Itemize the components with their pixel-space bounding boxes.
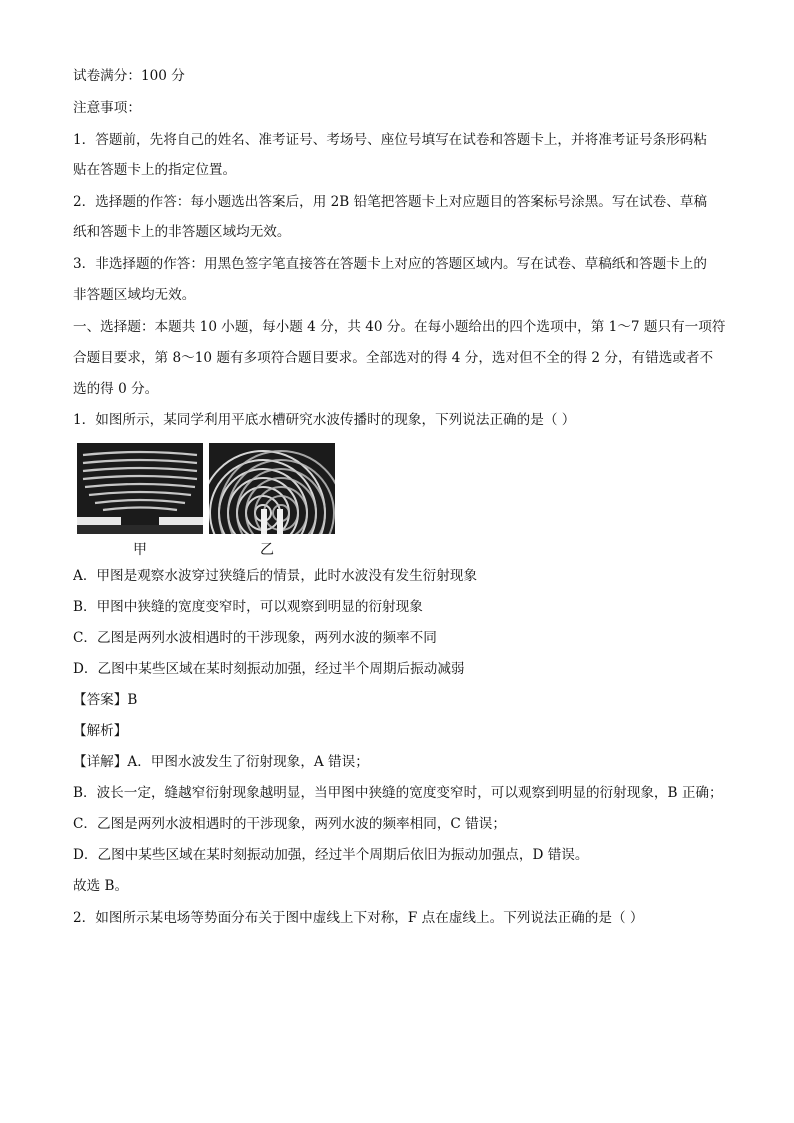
notice-line: 纸和答题卡上的非答题区域均无效。 [73,224,291,240]
question-1-figures [77,443,317,558]
detail-line: 【详解】A．甲图水波发生了衍射现象，A 错误； [73,754,369,770]
question-1-stem: 1．如图所示，某同学利用平底水槽研究水波传播时的现象，下列说法正确的是（ ） [73,412,576,428]
section-heading-line: 合题目要求，第 8～10 题有多项符合题目要求。全部选对的得 4 分，选对但不全的得 2 分，有错选或者不 [73,350,714,366]
notice-line: 贴在答题卡上的指定位置。 [73,162,237,178]
notice-title: 注意事项： [73,100,141,116]
notice-line: 2．选择题的作答：每小题选出答案后，用 2B 铅笔把答题卡上对应题目的答案标号涂黑。写在试卷、草稿 [73,194,708,210]
detail-line: C．乙图是两列水波相遇时的干涉现象，两列水波的频率相同，C 错误； [73,816,506,832]
section-heading-line: 选的得 0 分。 [73,381,159,397]
diffraction-figure [77,443,203,534]
notice-line: 3．非选择题的作答：用黑色签字笔直接答在答题卡上对应的答题区域内。写在试卷、草稿纸和答题卡上的 [73,256,707,272]
detail-line: D．乙图中某些区域在某时刻振动加强，经过半个周期后依旧为振动加强点，D 错误。 [73,847,589,863]
answer-line: 【答案】B [73,692,138,708]
interference-figure [209,443,335,534]
notice-line: 非答题区域均无效。 [73,287,196,303]
question-2-stem: 2．如图所示某电场等势面分布关于图中虚线上下对称，F 点在虚线上。下列说法正确的是（ ） [73,910,644,926]
score-line: 试卷满分：100 分 [73,68,185,84]
conclusion-line: 故选 B。 [73,878,129,894]
section-heading-line: 一、选择题：本题共 10 小题，每小题 4 分，共 40 分。在每小题给出的四个选项中，第 1～7 题只有一项符 [73,319,726,335]
figure-caption-yi: 乙 [260,542,274,558]
analysis-title: 【解析】 [73,723,128,739]
option-c: C．乙图是两列水波相遇时的干涉现象，两列水波的频率不同 [73,630,437,646]
figure-caption-jia: 甲 [133,542,147,558]
detail-line: B．波长一定，缝越窄衍射现象越明显，当甲图中狭缝的宽度变窄时，可以观察到明显的衍射现象，B 正确； [73,785,723,801]
option-b: B．甲图中狭缝的宽度变窄时，可以观察到明显的衍射现象 [73,599,423,615]
option-d: D．乙图中某些区域在某时刻振动加强，经过半个周期后振动减弱 [73,661,465,677]
option-a: A．甲图是观察水波穿过狭缝后的情景，此时水波没有发生衍射现象 [73,568,478,584]
notice-line: 1．答题前，先将自己的姓名、准考证号、考场号、座位号填写在试卷和答题卡上，并将准考证号条形码粘 [73,132,707,148]
